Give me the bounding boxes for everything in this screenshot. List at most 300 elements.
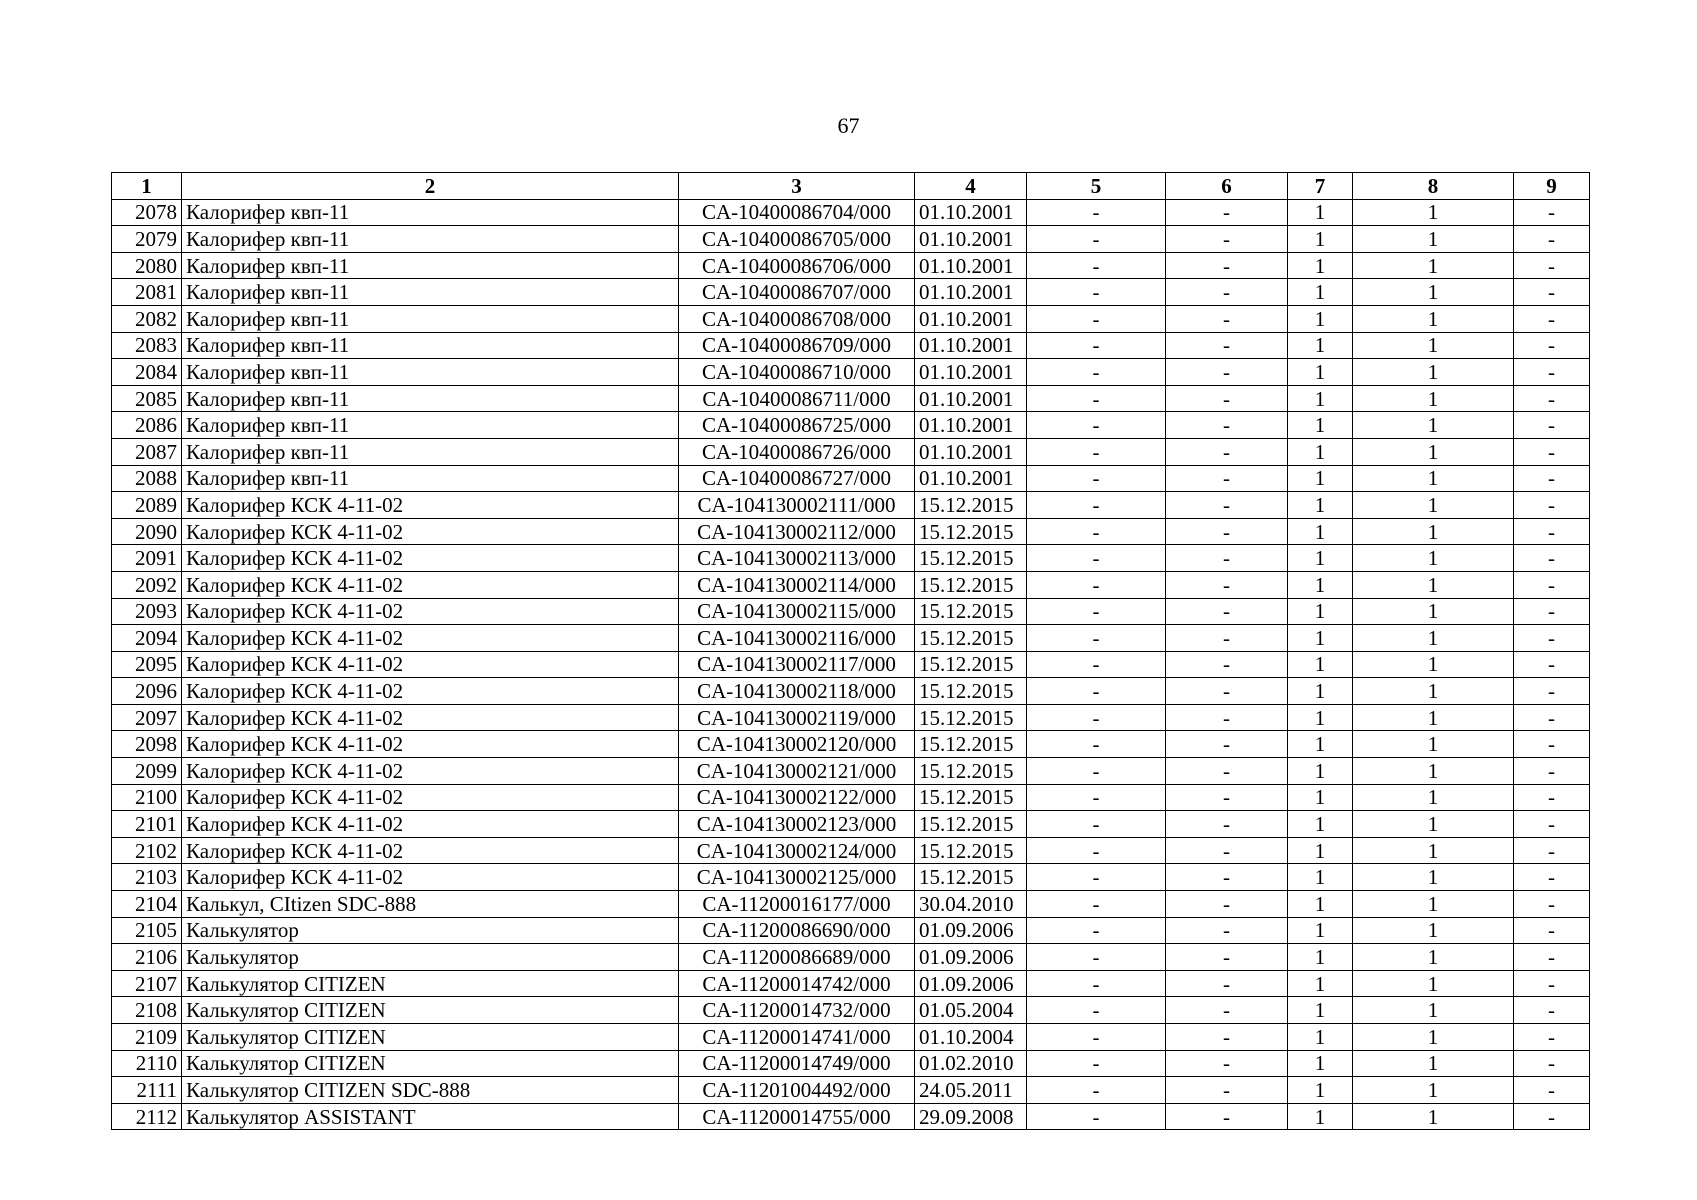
cell-col8: 1	[1353, 359, 1514, 386]
cell-col6: -	[1166, 199, 1288, 226]
column-header-4: 4	[915, 173, 1027, 200]
cell-col7: 1	[1288, 651, 1353, 678]
cell-date: 15.12.2015	[915, 784, 1027, 811]
cell-inventory-code: CA-11200016177/000	[679, 891, 915, 918]
cell-col6: -	[1166, 997, 1288, 1024]
cell-col6: -	[1166, 518, 1288, 545]
cell-date: 01.10.2001	[915, 385, 1027, 412]
cell-name: Калькулятор	[182, 944, 679, 971]
cell-col5: -	[1027, 1077, 1166, 1104]
cell-col7: 1	[1288, 279, 1353, 306]
cell-col9: -	[1514, 279, 1590, 306]
cell-col8: 1	[1353, 492, 1514, 519]
table-row	[112, 226, 1590, 253]
cell-inventory-code: CA-10400086705/000	[679, 226, 915, 253]
cell-col9: -	[1514, 1103, 1590, 1130]
cell-col7: 1	[1288, 518, 1353, 545]
cell-number: 2082	[112, 305, 182, 332]
cell-col6: -	[1166, 305, 1288, 332]
cell-col9: -	[1514, 492, 1590, 519]
cell-col6: -	[1166, 1050, 1288, 1077]
table-row	[112, 811, 1590, 838]
cell-number: 2102	[112, 837, 182, 864]
cell-col7: 1	[1288, 598, 1353, 625]
cell-col6: -	[1166, 226, 1288, 253]
cell-name: Калорифер квп-11	[182, 359, 679, 386]
cell-col7: 1	[1288, 1050, 1353, 1077]
table-row	[112, 625, 1590, 652]
cell-col5: -	[1027, 1050, 1166, 1077]
cell-inventory-code: CA-104130002122/000	[679, 784, 915, 811]
cell-name: Калорифер КСК 4-11-02	[182, 704, 679, 731]
cell-inventory-code: CA-104130002121/000	[679, 758, 915, 785]
column-header-1: 1	[112, 173, 182, 200]
cell-col9: -	[1514, 811, 1590, 838]
cell-col5: -	[1027, 412, 1166, 439]
cell-number: 2100	[112, 784, 182, 811]
cell-col8: 1	[1353, 837, 1514, 864]
cell-name: Калькулятор CITIZEN	[182, 970, 679, 997]
table-body	[112, 199, 1590, 1130]
cell-date: 24.05.2011	[915, 1077, 1027, 1104]
cell-col9: -	[1514, 226, 1590, 253]
cell-col5: -	[1027, 226, 1166, 253]
cell-name: Калорифер квп-11	[182, 305, 679, 332]
cell-date: 15.12.2015	[915, 864, 1027, 891]
cell-col9: -	[1514, 465, 1590, 492]
cell-name: Калькулятор CITIZEN	[182, 1050, 679, 1077]
cell-col8: 1	[1353, 332, 1514, 359]
table-row	[112, 385, 1590, 412]
cell-name: Калорифер квп-11	[182, 438, 679, 465]
cell-number: 2104	[112, 891, 182, 918]
cell-date: 15.12.2015	[915, 518, 1027, 545]
cell-col9: -	[1514, 970, 1590, 997]
cell-col5: -	[1027, 758, 1166, 785]
cell-inventory-code: CA-10400086706/000	[679, 252, 915, 279]
table-row	[112, 438, 1590, 465]
table-row	[112, 651, 1590, 678]
cell-col7: 1	[1288, 359, 1353, 386]
table-row	[112, 837, 1590, 864]
cell-inventory-code: CA-104130002112/000	[679, 518, 915, 545]
table-row	[112, 1103, 1590, 1130]
cell-col9: -	[1514, 651, 1590, 678]
cell-col9: -	[1514, 864, 1590, 891]
cell-col9: -	[1514, 438, 1590, 465]
cell-name: Калорифер квп-11	[182, 465, 679, 492]
cell-name: Калькулятор	[182, 917, 679, 944]
cell-inventory-code: CA-11200014742/000	[679, 970, 915, 997]
table-row	[112, 917, 1590, 944]
cell-col8: 1	[1353, 1077, 1514, 1104]
cell-col7: 1	[1288, 1077, 1353, 1104]
cell-col8: 1	[1353, 917, 1514, 944]
cell-col7: 1	[1288, 1103, 1353, 1130]
cell-col9: -	[1514, 545, 1590, 572]
inventory-table	[111, 172, 1590, 1130]
cell-inventory-code: CA-104130002111/000	[679, 492, 915, 519]
column-header-7: 7	[1288, 173, 1353, 200]
column-header-5: 5	[1027, 173, 1166, 200]
cell-col6: -	[1166, 465, 1288, 492]
cell-date: 15.12.2015	[915, 625, 1027, 652]
cell-number: 2080	[112, 252, 182, 279]
cell-number: 2094	[112, 625, 182, 652]
cell-col8: 1	[1353, 970, 1514, 997]
table-row	[112, 545, 1590, 572]
cell-col5: -	[1027, 545, 1166, 572]
cell-col6: -	[1166, 704, 1288, 731]
cell-col8: 1	[1353, 465, 1514, 492]
cell-number: 2105	[112, 917, 182, 944]
table-row	[112, 465, 1590, 492]
cell-col7: 1	[1288, 970, 1353, 997]
cell-col6: -	[1166, 731, 1288, 758]
cell-col9: -	[1514, 199, 1590, 226]
cell-col5: -	[1027, 970, 1166, 997]
cell-col6: -	[1166, 891, 1288, 918]
table-row	[112, 518, 1590, 545]
cell-col5: -	[1027, 598, 1166, 625]
cell-col5: -	[1027, 571, 1166, 598]
cell-date: 01.10.2001	[915, 252, 1027, 279]
cell-col8: 1	[1353, 625, 1514, 652]
cell-date: 01.09.2006	[915, 944, 1027, 971]
cell-name: Калорифер КСК 4-11-02	[182, 625, 679, 652]
cell-col9: -	[1514, 385, 1590, 412]
cell-col5: -	[1027, 891, 1166, 918]
cell-col7: 1	[1288, 571, 1353, 598]
table-row	[112, 571, 1590, 598]
cell-col5: -	[1027, 1103, 1166, 1130]
cell-inventory-code: CA-104130002116/000	[679, 625, 915, 652]
cell-number: 2112	[112, 1103, 182, 1130]
column-header-6: 6	[1166, 173, 1288, 200]
cell-col9: -	[1514, 837, 1590, 864]
cell-inventory-code: CA-104130002117/000	[679, 651, 915, 678]
cell-col8: 1	[1353, 784, 1514, 811]
cell-col8: 1	[1353, 385, 1514, 412]
cell-col6: -	[1166, 651, 1288, 678]
cell-col8: 1	[1353, 1050, 1514, 1077]
cell-col7: 1	[1288, 997, 1353, 1024]
cell-number: 2098	[112, 731, 182, 758]
cell-col6: -	[1166, 385, 1288, 412]
cell-number: 2086	[112, 412, 182, 439]
cell-col9: -	[1514, 944, 1590, 971]
cell-col6: -	[1166, 837, 1288, 864]
cell-col5: -	[1027, 997, 1166, 1024]
cell-number: 2091	[112, 545, 182, 572]
cell-col5: -	[1027, 651, 1166, 678]
cell-date: 15.12.2015	[915, 678, 1027, 705]
cell-col6: -	[1166, 784, 1288, 811]
cell-number: 2084	[112, 359, 182, 386]
cell-inventory-code: CA-104130002124/000	[679, 837, 915, 864]
cell-col8: 1	[1353, 305, 1514, 332]
cell-col8: 1	[1353, 571, 1514, 598]
cell-col7: 1	[1288, 837, 1353, 864]
cell-col6: -	[1166, 970, 1288, 997]
table-row	[112, 199, 1590, 226]
cell-col7: 1	[1288, 492, 1353, 519]
cell-name: Калорифер КСК 4-11-02	[182, 811, 679, 838]
cell-col6: -	[1166, 625, 1288, 652]
cell-name: Калорифер КСК 4-11-02	[182, 598, 679, 625]
cell-date: 15.12.2015	[915, 704, 1027, 731]
page-number: 67	[837, 113, 860, 138]
cell-col8: 1	[1353, 704, 1514, 731]
cell-inventory-code: CA-104130002118/000	[679, 678, 915, 705]
cell-name: Калорифер квп-11	[182, 252, 679, 279]
cell-col5: -	[1027, 279, 1166, 306]
cell-date: 29.09.2008	[915, 1103, 1027, 1130]
cell-col8: 1	[1353, 226, 1514, 253]
cell-number: 2085	[112, 385, 182, 412]
cell-col5: -	[1027, 252, 1166, 279]
cell-inventory-code: CA-104130002125/000	[679, 864, 915, 891]
cell-col9: -	[1514, 518, 1590, 545]
cell-col5: -	[1027, 678, 1166, 705]
cell-number: 2087	[112, 438, 182, 465]
cell-number: 2108	[112, 997, 182, 1024]
cell-col6: -	[1166, 571, 1288, 598]
cell-col8: 1	[1353, 731, 1514, 758]
cell-col5: -	[1027, 1024, 1166, 1051]
table-row	[112, 252, 1590, 279]
cell-date: 15.12.2015	[915, 492, 1027, 519]
cell-col7: 1	[1288, 811, 1353, 838]
cell-number: 2107	[112, 970, 182, 997]
cell-col8: 1	[1353, 438, 1514, 465]
cell-date: 15.12.2015	[915, 731, 1027, 758]
table-row	[112, 997, 1590, 1024]
cell-col9: -	[1514, 784, 1590, 811]
cell-number: 2106	[112, 944, 182, 971]
cell-date: 01.02.2010	[915, 1050, 1027, 1077]
cell-name: Калорифер КСК 4-11-02	[182, 731, 679, 758]
cell-date: 01.10.2001	[915, 305, 1027, 332]
cell-date: 15.12.2015	[915, 598, 1027, 625]
cell-name: Калькулятор CITIZEN	[182, 1024, 679, 1051]
cell-col6: -	[1166, 438, 1288, 465]
cell-col7: 1	[1288, 704, 1353, 731]
cell-col6: -	[1166, 1103, 1288, 1130]
cell-col8: 1	[1353, 678, 1514, 705]
cell-date: 15.12.2015	[915, 811, 1027, 838]
cell-col9: -	[1514, 917, 1590, 944]
table-row	[112, 1077, 1590, 1104]
cell-inventory-code: CA-10400086711/000	[679, 385, 915, 412]
cell-col8: 1	[1353, 997, 1514, 1024]
cell-number: 2110	[112, 1050, 182, 1077]
cell-col7: 1	[1288, 731, 1353, 758]
table-row	[112, 678, 1590, 705]
cell-col7: 1	[1288, 465, 1353, 492]
cell-number: 2079	[112, 226, 182, 253]
table-header	[112, 173, 1590, 200]
cell-number: 2097	[112, 704, 182, 731]
cell-date: 15.12.2015	[915, 758, 1027, 785]
cell-name: Калькулятор CITIZEN	[182, 997, 679, 1024]
cell-number: 2083	[112, 332, 182, 359]
cell-inventory-code: CA-11200014741/000	[679, 1024, 915, 1051]
cell-col6: -	[1166, 412, 1288, 439]
cell-number: 2095	[112, 651, 182, 678]
cell-col8: 1	[1353, 758, 1514, 785]
table-row	[112, 492, 1590, 519]
cell-col8: 1	[1353, 412, 1514, 439]
cell-col5: -	[1027, 492, 1166, 519]
column-header-3: 3	[679, 173, 915, 200]
cell-inventory-code: CA-104130002114/000	[679, 571, 915, 598]
table-row	[112, 758, 1590, 785]
table-row	[112, 598, 1590, 625]
cell-col5: -	[1027, 465, 1166, 492]
cell-number: 2078	[112, 199, 182, 226]
cell-col8: 1	[1353, 252, 1514, 279]
cell-col9: -	[1514, 332, 1590, 359]
cell-inventory-code: CA-11200086689/000	[679, 944, 915, 971]
cell-col6: -	[1166, 758, 1288, 785]
cell-name: Калорифер квп-11	[182, 385, 679, 412]
cell-inventory-code: CA-104130002115/000	[679, 598, 915, 625]
cell-inventory-code: CA-10400086726/000	[679, 438, 915, 465]
cell-col6: -	[1166, 917, 1288, 944]
cell-col9: -	[1514, 758, 1590, 785]
table-row	[112, 970, 1590, 997]
cell-col7: 1	[1288, 1024, 1353, 1051]
cell-col6: -	[1166, 944, 1288, 971]
cell-inventory-code: CA-104130002120/000	[679, 731, 915, 758]
cell-date: 15.12.2015	[915, 837, 1027, 864]
cell-number: 2081	[112, 279, 182, 306]
table-row	[112, 1024, 1590, 1051]
column-header-8: 8	[1353, 173, 1514, 200]
cell-date: 01.10.2001	[915, 465, 1027, 492]
table-row	[112, 704, 1590, 731]
cell-name: Калорифер КСК 4-11-02	[182, 492, 679, 519]
cell-col8: 1	[1353, 518, 1514, 545]
cell-date: 01.10.2001	[915, 412, 1027, 439]
cell-number: 2111	[112, 1077, 182, 1104]
cell-col7: 1	[1288, 758, 1353, 785]
cell-col7: 1	[1288, 226, 1353, 253]
cell-col9: -	[1514, 1024, 1590, 1051]
cell-col6: -	[1166, 252, 1288, 279]
cell-col6: -	[1166, 1077, 1288, 1104]
cell-col5: -	[1027, 784, 1166, 811]
table-row	[112, 731, 1590, 758]
cell-date: 15.12.2015	[915, 571, 1027, 598]
cell-name: Калорифер квп-11	[182, 332, 679, 359]
cell-col9: -	[1514, 625, 1590, 652]
table-row	[112, 864, 1590, 891]
cell-col7: 1	[1288, 252, 1353, 279]
cell-inventory-code: CA-10400086708/000	[679, 305, 915, 332]
cell-col5: -	[1027, 625, 1166, 652]
cell-number: 2096	[112, 678, 182, 705]
cell-col7: 1	[1288, 784, 1353, 811]
cell-col7: 1	[1288, 199, 1353, 226]
cell-inventory-code: CA-11200014755/000	[679, 1103, 915, 1130]
cell-number: 2090	[112, 518, 182, 545]
cell-col5: -	[1027, 332, 1166, 359]
cell-inventory-code: CA-10400086725/000	[679, 412, 915, 439]
cell-inventory-code: CA-104130002113/000	[679, 545, 915, 572]
cell-col9: -	[1514, 412, 1590, 439]
cell-name: Калорифер КСК 4-11-02	[182, 571, 679, 598]
cell-col6: -	[1166, 1024, 1288, 1051]
cell-inventory-code: CA-10400086710/000	[679, 359, 915, 386]
cell-col8: 1	[1353, 279, 1514, 306]
cell-col6: -	[1166, 545, 1288, 572]
cell-col8: 1	[1353, 651, 1514, 678]
cell-inventory-code: CA-11200014749/000	[679, 1050, 915, 1077]
cell-name: Калорифер КСК 4-11-02	[182, 678, 679, 705]
cell-col5: -	[1027, 944, 1166, 971]
cell-col5: -	[1027, 731, 1166, 758]
cell-col6: -	[1166, 864, 1288, 891]
cell-col9: -	[1514, 571, 1590, 598]
cell-col7: 1	[1288, 678, 1353, 705]
cell-col5: -	[1027, 305, 1166, 332]
cell-inventory-code: CA-10400086707/000	[679, 279, 915, 306]
cell-col6: -	[1166, 492, 1288, 519]
column-header-2: 2	[182, 173, 679, 200]
cell-name: Калорифер квп-11	[182, 279, 679, 306]
cell-col5: -	[1027, 704, 1166, 731]
cell-col8: 1	[1353, 598, 1514, 625]
column-header-9: 9	[1514, 173, 1590, 200]
cell-name: Калорифер КСК 4-11-02	[182, 837, 679, 864]
cell-name: Калорифер КСК 4-11-02	[182, 651, 679, 678]
cell-name: Калорифер квп-11	[182, 226, 679, 253]
table-row	[112, 784, 1590, 811]
cell-inventory-code: CA-10400086709/000	[679, 332, 915, 359]
cell-col9: -	[1514, 997, 1590, 1024]
cell-col5: -	[1027, 438, 1166, 465]
cell-col9: -	[1514, 598, 1590, 625]
cell-col6: -	[1166, 332, 1288, 359]
cell-date: 01.05.2004	[915, 997, 1027, 1024]
cell-col8: 1	[1353, 891, 1514, 918]
cell-date: 01.10.2001	[915, 226, 1027, 253]
cell-number: 2099	[112, 758, 182, 785]
cell-number: 2093	[112, 598, 182, 625]
cell-col9: -	[1514, 1077, 1590, 1104]
cell-date: 15.12.2015	[915, 545, 1027, 572]
cell-col9: -	[1514, 252, 1590, 279]
cell-number: 2109	[112, 1024, 182, 1051]
cell-name: Калорифер квп-11	[182, 199, 679, 226]
cell-col9: -	[1514, 731, 1590, 758]
cell-col8: 1	[1353, 545, 1514, 572]
cell-col8: 1	[1353, 811, 1514, 838]
cell-col7: 1	[1288, 917, 1353, 944]
cell-number: 2088	[112, 465, 182, 492]
table-row	[112, 359, 1590, 386]
cell-col7: 1	[1288, 438, 1353, 465]
cell-col8: 1	[1353, 199, 1514, 226]
cell-col8: 1	[1353, 944, 1514, 971]
cell-col5: -	[1027, 199, 1166, 226]
cell-inventory-code: CA-104130002123/000	[679, 811, 915, 838]
cell-inventory-code: CA-11200014732/000	[679, 997, 915, 1024]
cell-col9: -	[1514, 359, 1590, 386]
cell-col5: -	[1027, 811, 1166, 838]
